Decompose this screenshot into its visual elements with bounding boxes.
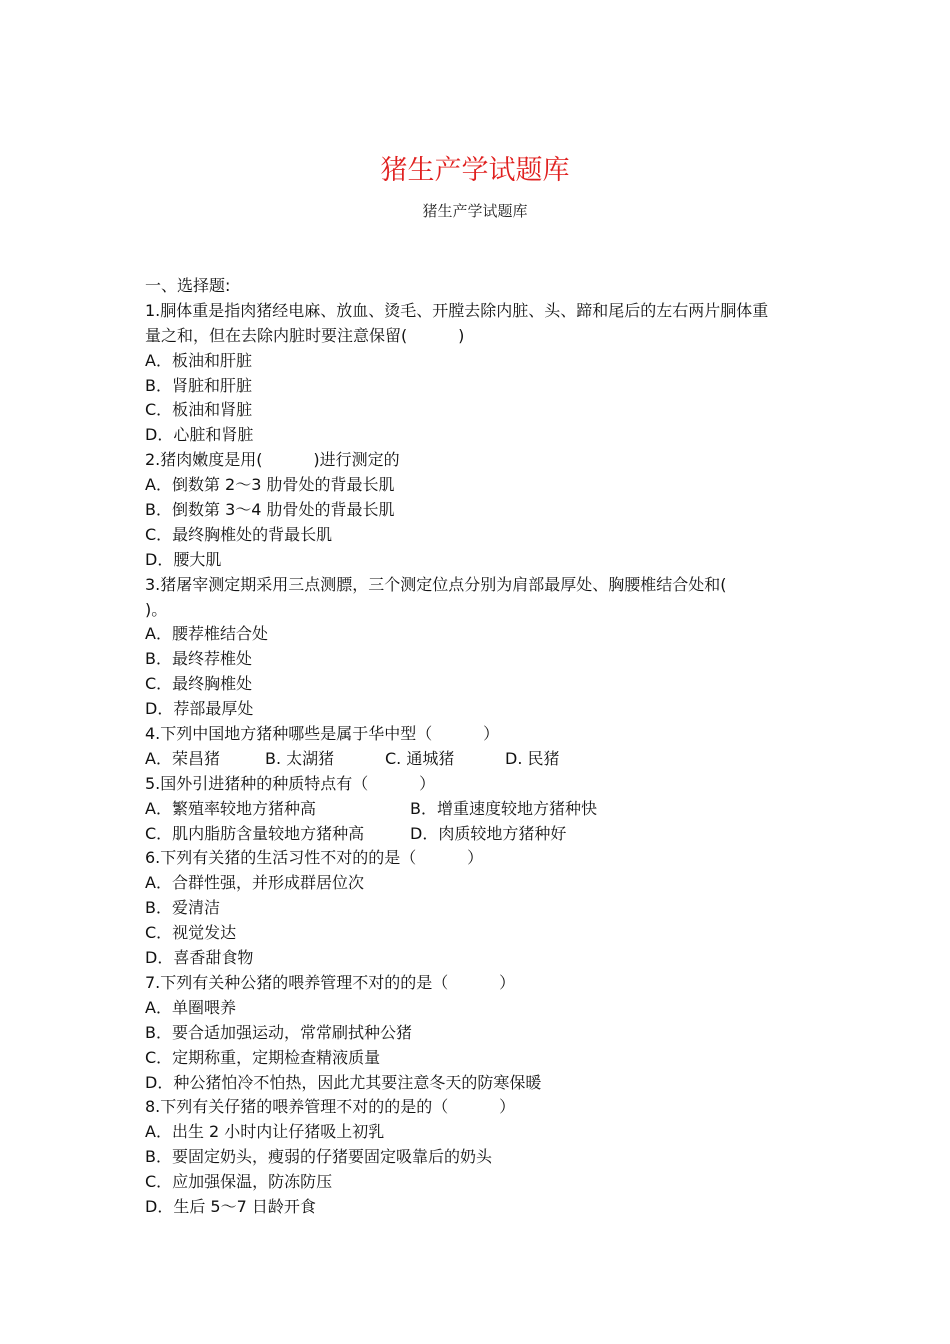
question-5-options-row-2 <box>145 822 810 847</box>
question-list <box>145 274 810 1220</box>
question-7-option-b: B．要合适加强运动，常常刷拭种公猪 <box>145 1022 412 1042</box>
question-4-option-a: A．荣昌猪 <box>145 748 220 768</box>
question-8-option-b: B．要固定奶头，瘦弱的仔猪要固定吸靠后的奶头 <box>145 1147 492 1167</box>
question-6-stem: 6.下列有关猪的生活习性不对的的是（ ） <box>145 848 484 868</box>
question-3-option-d: D．荐部最厚处 <box>145 699 254 719</box>
question-7-option-a: A．单圈喂养 <box>145 997 236 1017</box>
question-2-option-b: B．倒数第 3～4 肋骨处的背最长肌 <box>145 500 395 520</box>
question-4-option-b: B. 太湖猪 <box>265 748 335 768</box>
question-3-option-c: C．最终胸椎处 <box>145 674 253 694</box>
question-4-stem: 4.下列中国地方猪种哪些是属于华中型（ ） <box>145 724 500 744</box>
section-heading: 一、选择题: <box>145 276 231 295</box>
question-5-option-d: D．肉质较地方猪种好 <box>410 823 567 843</box>
question-3-option-a: A．腰荐椎结合处 <box>145 624 268 644</box>
document-title: 猪生产学试题库 <box>380 155 570 186</box>
question-3-stem: 3.猪屠宰测定期采用三点测膘，三个测定位点分别为肩部最厚处、胸腰椎结合处和( <box>145 574 727 594</box>
question-1-option-b: B．肾脏和肝脏 <box>145 375 252 395</box>
question-6-option-d: D．喜香甜食物 <box>145 948 254 968</box>
question-6-option-a: A．合群性强，并形成群居位次 <box>145 873 364 893</box>
question-1-stem-cont: 量之和，但在去除内脏时要注意保留( ) <box>145 325 465 345</box>
question-1-option-c: C．板油和肾脏 <box>145 400 253 420</box>
question-2-stem: 2.猪肉嫩度是用( )进行测定的 <box>145 450 400 470</box>
question-5-options-row-1 <box>145 797 810 822</box>
question-1-stem: 1.胴体重是指肉猪经电麻、放血、烫毛、开膛去除内脏、头、蹄和尾后的左右两片胴体重 <box>145 300 769 320</box>
question-3-stem-cont: )。 <box>145 599 168 619</box>
question-8-option-d: D．生后 5～7 日龄开食 <box>145 1196 316 1216</box>
question-3-option-b: B．最终荐椎处 <box>145 649 252 669</box>
question-5-option-b: B．增重速度较地方猪种快 <box>410 798 597 818</box>
question-8-option-c: C．应加强保温，防冻防压 <box>145 1172 333 1192</box>
question-2-option-a: A．倒数第 2～3 肋骨处的背最长肌 <box>145 475 395 495</box>
question-1-option-a: A．板油和肝脏 <box>145 350 252 370</box>
question-8-stem: 8.下列有关仔猪的喂养管理不对的的是的（ ） <box>145 1097 516 1117</box>
question-7-option-c: C．定期称重，定期检查精液质量 <box>145 1047 381 1067</box>
question-7-option-d: D．种公猪怕冷不怕热，因此尤其要注意冬天的防寒保暖 <box>145 1072 542 1092</box>
question-6-option-b: B．爱清洁 <box>145 898 220 918</box>
question-8-option-a: A．出生 2 小时内让仔猪吸上初乳 <box>145 1122 385 1142</box>
question-7-stem: 7.下列有关种公猪的喂养管理不对的的是（ ） <box>145 972 516 992</box>
document-subtitle: 猪生产学试题库 <box>422 202 528 220</box>
question-1-option-d: D．心脏和肾脏 <box>145 425 254 445</box>
question-2-option-d: D．腰大肌 <box>145 549 222 569</box>
question-4-option-c: C. 通城猪 <box>385 748 455 768</box>
question-4-option-d: D. 民猪 <box>505 748 560 768</box>
question-2-option-c: C．最终胸椎处的背最长肌 <box>145 524 333 544</box>
question-6-option-c: C．视觉发达 <box>145 923 237 943</box>
question-4-options <box>145 747 810 772</box>
question-5-option-a: A．繁殖率较地方猪种高 <box>145 798 316 818</box>
question-5-option-c: C．肌内脂肪含量较地方猪种高 <box>145 823 365 843</box>
question-5-stem: 5.国外引进猪种的种质特点有（ ） <box>145 773 436 793</box>
